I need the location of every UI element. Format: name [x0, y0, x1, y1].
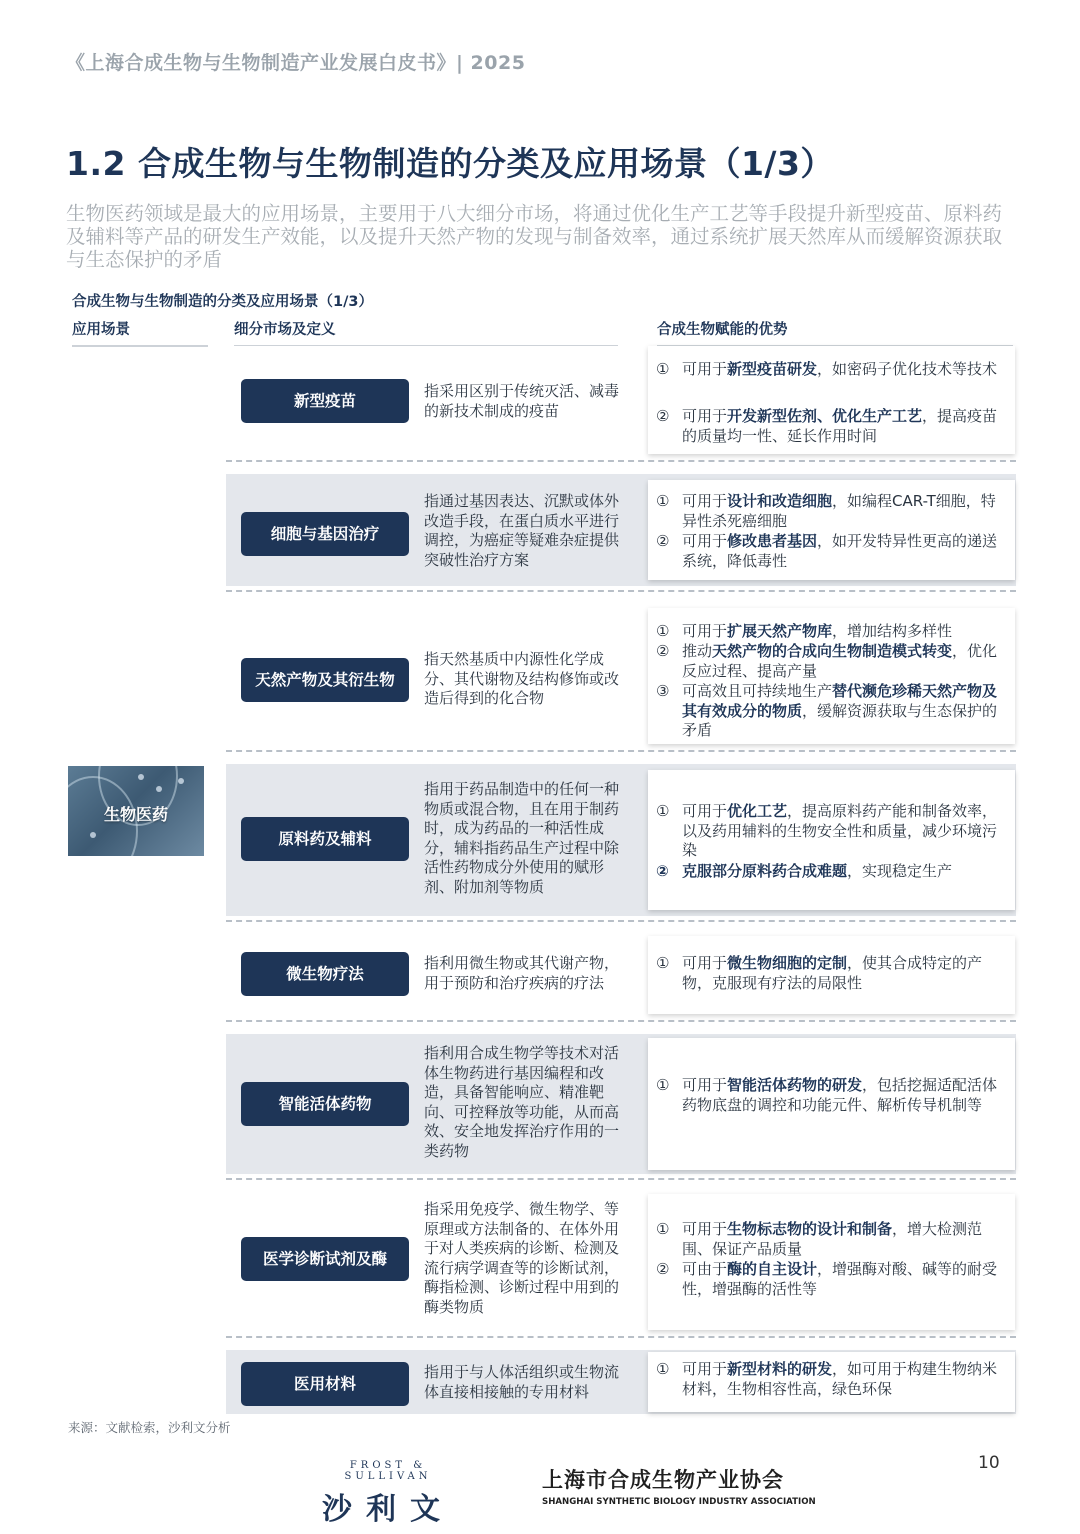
advantage-box — [648, 1038, 1015, 1170]
advantage-item: ① 可用于设计和改造细胞，如编程CAR-T细胞，特异性杀死癌细胞 — [656, 492, 996, 530]
advantage-box — [648, 480, 1015, 580]
market-definition: 指用于药品制造中的任何一种物质或混合物，且在用于制药时，成为药品的一种活性成分，辅料指药品生产过程中除活性药物成分外使用的赋形剂、附加剂等物质 — [424, 780, 620, 896]
advantage-item: ① 可用于新型疫苗研发，如密码子优化技术等技术 — [656, 360, 998, 378]
molecule-dot — [90, 832, 96, 838]
row-divider — [226, 920, 1016, 922]
table-row — [226, 604, 1016, 746]
page-subtitle: 生物医药领域是最大的应用场景，主要用于八大细分市场，将通过优化生产工艺等手段提升新型疫苗、原料药及辅料等产品的研发生产效能，以及提升天然产物的发现与制备效率，通过系统扩展天然库从而缓解资源获取与生态保护的矛盾 — [66, 202, 1003, 271]
row-divider — [226, 1336, 1016, 1338]
advantage-item: ② 可由于酶的自主设计，增强酶对酸、碱等的耐受性，增强酶的活性等 — [656, 1260, 998, 1298]
advantage-item: ① 可用于生物标志物的设计和制备，增大检测范围、保证产品质量 — [656, 1220, 983, 1258]
row-divider — [226, 750, 1016, 752]
table-row — [226, 764, 1016, 916]
advantage-item: ① 可用于优化工艺，提高原料药产能和制备效率，以及药用辅料的生物安全性和质量，减少环境污染 — [656, 802, 998, 859]
market-label: 医学诊断试剂及酶 — [241, 1237, 409, 1281]
advantage-item: ② 克服部分原料药合成难题，实现稳定生产 — [656, 862, 953, 880]
table-row — [226, 474, 1016, 586]
row-divider — [226, 1178, 1016, 1180]
advantage-box — [648, 1194, 1015, 1330]
advantage-box — [648, 936, 1015, 1014]
table-row — [226, 1192, 1016, 1332]
market-label: 新型疫苗 — [241, 379, 409, 423]
molecule-dot — [178, 778, 184, 784]
molecule-dot — [138, 774, 144, 780]
row-divider — [226, 1020, 1016, 1022]
column-header-scenario: 应用场景 — [72, 318, 208, 347]
table-caption: 合成生物与生物制造的分类及应用场景（1/3） — [72, 294, 373, 310]
advantage-box — [648, 346, 1015, 454]
advantage-item: ① 可用于新型材料的研发，如可用于构建生物纳米材料，生物相容性高，绿色环保 — [656, 1360, 998, 1398]
table-row — [226, 934, 1016, 1016]
advantage-item: ③ 可高效且可持续地生产替代濒危珍稀天然产物及其有效成分的物质，缓解资源获取与生态保护的矛盾 — [656, 682, 998, 739]
column-header-advantage: 合成生物赋能的优势 — [657, 318, 1013, 347]
advantage-item: ② 可用于开发新型佐剂、优化生产工艺，提高疫苗的质量均一性、延长作用时间 — [656, 407, 998, 445]
market-label: 细胞与基因治疗 — [241, 512, 409, 556]
advantage-item: ① 可用于智能活体药物的研发，包括挖掘适配活体药物底盘的调控和功能元件、解析传导机制等 — [656, 1076, 998, 1114]
market-definition: 指天然基质中内源性化学成分、其代谢物及结构修饰或改造后得到的化合物 — [424, 650, 620, 707]
row-divider — [226, 590, 1016, 592]
advantage-item: ① 可用于扩展天然产物库，增加结构多样性 — [656, 622, 953, 640]
market-definition: 指采用区别于传统灭活、减毒的新技术制成的疫苗 — [424, 382, 620, 420]
market-definition: 指利用合成生物学等技术对活体生物药进行基因编程和改造，具备智能响应、精准靶向、可控释放等功能，从而高效、安全地发挥治疗作用的一类药物 — [424, 1044, 620, 1160]
category-biomedicine — [68, 766, 204, 856]
association-logo-cn: 上海市合成生物产业协会 — [542, 1468, 784, 1492]
row-divider — [226, 460, 1016, 462]
advantage-box — [648, 1352, 1015, 1412]
source-note: 来源：文献检索，沙利文分析 — [68, 1420, 231, 1435]
market-definition: 指通过基因表达、沉默或体外改造手段，在蛋白质水平进行调控，为癌症等疑难杂症提供突破性治疗方案 — [424, 492, 620, 569]
table-row — [226, 1034, 1016, 1174]
association-logo — [542, 1464, 816, 1507]
column-header-market: 细分市场及定义 — [234, 318, 618, 347]
table-row — [226, 1350, 1016, 1414]
advantage-box — [648, 770, 1015, 910]
market-label: 原料药及辅料 — [241, 817, 409, 861]
report-header: 《上海合成生物与生物制造产业发展白皮书》| 2025 — [66, 52, 526, 74]
page-title: 1.2 合成生物与生物制造的分类及应用场景（1/3） — [66, 144, 834, 183]
molecule-dot — [156, 786, 162, 792]
market-label: 微生物疗法 — [241, 952, 409, 996]
table-row — [226, 346, 1016, 456]
advantage-item: ① 可用于微生物细胞的定制，使其合成特定的产物，克服现有疗法的局限性 — [656, 954, 983, 992]
category-label: 生物医药 — [103, 805, 168, 824]
market-label: 医用材料 — [241, 1362, 409, 1406]
advantage-item: ② 可用于修改患者基因，如开发特异性更高的递送系统，降低毒性 — [656, 532, 998, 570]
frost-sullivan-logo-en: FROST & SULLIVAN — [344, 1460, 432, 1482]
market-definition: 指用于与人体活组织或生物流体直接相接触的专用材料 — [424, 1363, 620, 1401]
market-definition: 指采用免疫学、微生物学、等原理或方法制备的、在体外用于对人类疾病的诊断、检测及流行病学调查等的诊断试剂，酶指检测、诊断过程中用到的酶类物质 — [424, 1200, 620, 1316]
association-logo-en: SHANGHAI SYNTHETIC BIOLOGY INDUSTRY ASSOCIATION — [542, 1497, 816, 1507]
page-number: 10 — [978, 1453, 1000, 1473]
market-label: 智能活体药物 — [241, 1082, 409, 1126]
frost-sullivan-logo — [303, 1460, 473, 1528]
frost-sullivan-logo-cn: 沙利文 — [322, 1492, 454, 1527]
advantage-item: ② 推动天然产物的合成向生物制造模式转变，优化反应过程、提高产量 — [656, 642, 998, 680]
market-definition: 指利用微生物或其代谢产物，用于预防和治疗疾病的疗法 — [424, 954, 620, 992]
advantage-box — [648, 608, 1015, 744]
market-label: 天然产物及其衍生物 — [241, 658, 409, 702]
